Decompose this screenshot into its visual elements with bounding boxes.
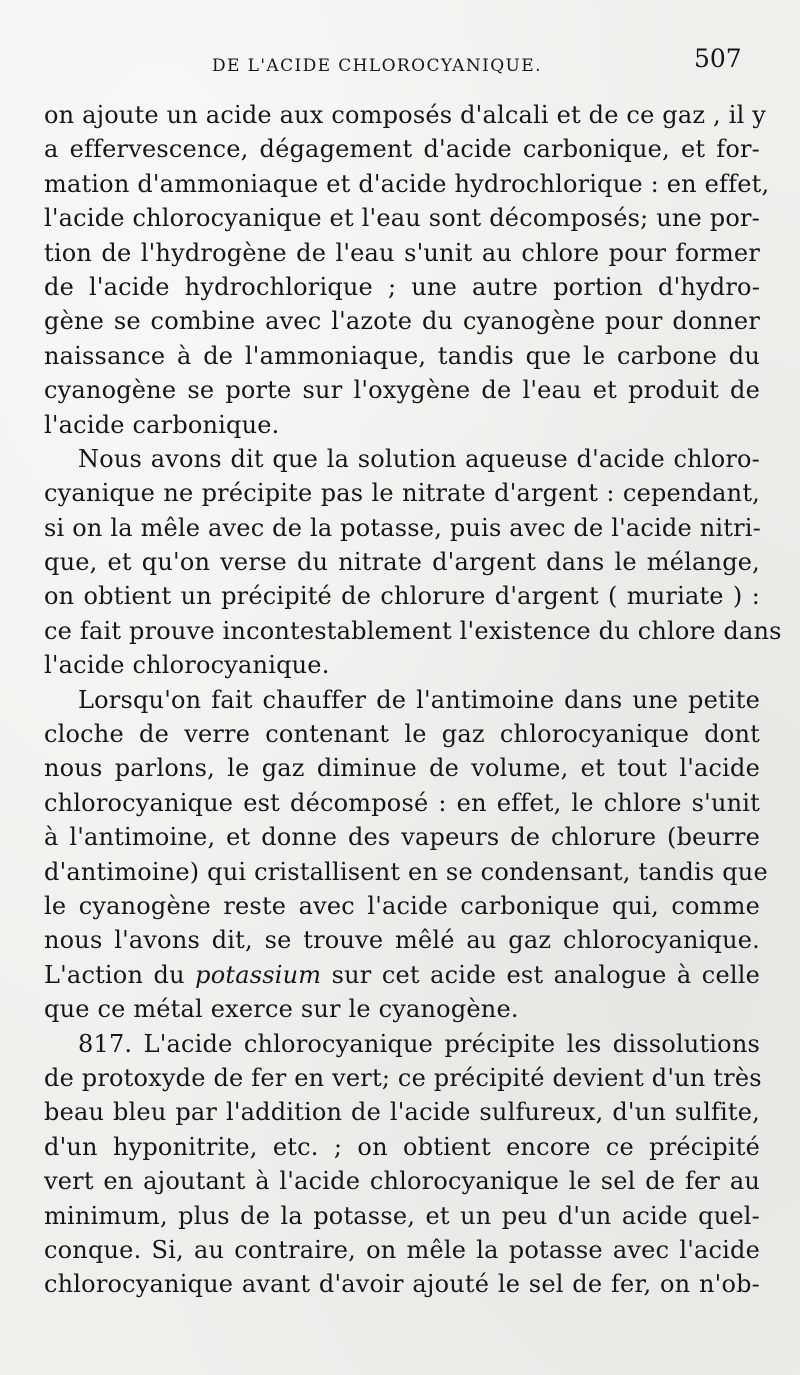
text-line: que, et qu'on verse du nitrate d'argent dans le mélange,: [44, 548, 760, 577]
text-line: l'acide chlorocyanique.: [44, 651, 330, 680]
text-line: de protoxyde de fer en vert; ce précipité devient d'un très: [44, 1063, 762, 1092]
text-line: d'un hyponitrite, etc. ; on obtient encore ce précipité: [44, 1132, 760, 1161]
text-line: l'acide carbonique.: [44, 410, 280, 439]
running-title: DE L'ACIDE CHLOROCYANIQUE.: [212, 56, 542, 76]
text-line: chlorocyanique avant d'avoir ajouté le sel de fer, on n'ob-: [44, 1270, 760, 1299]
text-line: a effervescence, dégagement d'acide carbonique, et for-: [44, 135, 760, 164]
text-line: gène se combine avec l'azote du cyanogène pour donner: [44, 307, 760, 336]
text-line: on ajoute un acide aux composés d'alcali et de ce gaz , il y: [44, 101, 767, 129]
text-line: vert en ajoutant à l'acide chlorocyanique le sel de fer au: [44, 1167, 760, 1196]
text-line: si on la mêle avec de la potasse, puis avec de l'acide nitri-: [44, 513, 761, 542]
text-line: cloche de verre contenant le gaz chlorocyanique dont: [44, 720, 760, 749]
text-line: 817. L'acide chlorocyanique précipite les dissolutions: [78, 1029, 760, 1058]
text-line: chlorocyanique est décomposé : en effet, le chlore s'unit: [44, 788, 760, 817]
text-line: naissance à de l'ammoniaque, tandis que le carbone du: [44, 341, 760, 370]
text-line: mation d'ammoniaque et d'acide hydrochlorique : en effet,: [44, 169, 770, 198]
text-line: à l'antimoine, et donne des vapeurs de chlorure (beurre: [44, 823, 760, 852]
body-text: [44, 98, 782, 1302]
text-line: L'action du potassium sur cet acide est analogue à celle: [44, 960, 760, 989]
text-line: l'acide chlorocyanique et l'eau sont décomposés; une por-: [44, 204, 760, 233]
text-line: de l'acide hydrochlorique ; une autre portion d'hydro-: [44, 272, 760, 301]
text-line: cyanique ne précipite pas le nitrate d'argent : cependant,: [44, 479, 760, 508]
text-line: beau bleu par l'addition de l'acide sulfureux, d'un sulfite,: [44, 1098, 760, 1127]
page-number: 507: [694, 44, 742, 73]
text-line: Nous avons dit que la solution aqueuse d'acide chloro-: [78, 444, 760, 473]
italic-term: potassium: [195, 960, 322, 989]
text-line: on obtient un précipité de chlorure d'argent ( muriate ) :: [44, 582, 760, 611]
text-line: que ce métal exerce sur le cyanogène.: [44, 995, 519, 1024]
text-line: conque. Si, au contraire, on mêle la potasse avec l'acide: [44, 1235, 760, 1264]
text-line: tion de l'hydrogène de l'eau s'unit au chlore pour former: [44, 238, 760, 267]
text-line: d'antimoine) qui cristallisent en se condensant, tandis que: [44, 857, 768, 886]
text-line: le cyanogène reste avec l'acide carbonique qui, comme: [44, 891, 760, 920]
text-line: minimum, plus de la potasse, et un peu d'un acide quel-: [44, 1201, 760, 1230]
text-line: nous l'avons dit, se trouve mêlé au gaz chlorocyanique.: [44, 926, 760, 955]
text-line: nous parlons, le gaz diminue de volume, et tout l'acide: [44, 754, 760, 783]
running-head: [0, 44, 800, 84]
text-line: Lorsqu'on fait chauffer de l'antimoine dans une petite: [78, 685, 760, 714]
text-line: ce fait prouve incontestablement l'existence du chlore dans: [44, 616, 782, 645]
text-line: cyanogène se porte sur l'oxygène de l'eau et produit de: [44, 376, 760, 405]
